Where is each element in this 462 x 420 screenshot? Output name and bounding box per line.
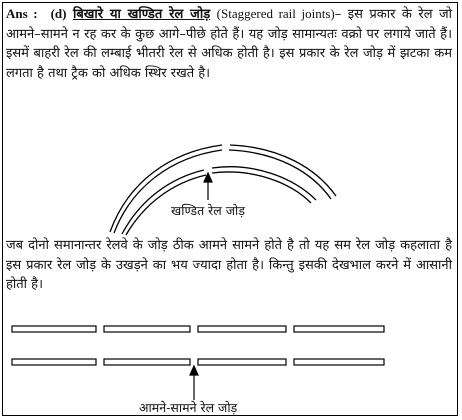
joint-pointer-arrowhead	[204, 173, 212, 182]
top-rail-segment-3	[198, 326, 286, 332]
figure1-caption: खण्डित रेल जोड़	[171, 203, 245, 218]
outer-rail-segment-2	[230, 145, 336, 196]
top-rail-segment-2	[104, 326, 190, 332]
bottom-rail-segment-2	[104, 359, 190, 365]
paragraph-square-joints: जब दोनो समानान्तर रेलवे के जोड़ ठीक आमने सामने होते है तो यह सम रेल जोड़ कहलाता है इस प्रकार रेल जोड़ के उखड़ने का भय ज्यादा होता है। किन्तु इसकी देखभाल करने में आसानी होती है।	[6, 238, 452, 292]
option-label: (d)	[50, 6, 67, 21]
section-heading: बिखारे या खण्डित रेल जोड़	[72, 7, 211, 22]
square-joint-pointer-arrowhead	[190, 366, 198, 375]
section-heading-english: (Staggered rail joints)	[216, 6, 335, 21]
figure2-caption: आमने-सामने रेल जोड़	[139, 400, 238, 415]
answer-label: Ans :	[6, 6, 38, 21]
top-rail-segment-4	[294, 326, 384, 332]
bottom-rail-segment-1	[12, 359, 96, 365]
bottom-rail-segment-4	[294, 359, 384, 365]
inner-rail-segment-2b	[212, 172, 311, 203]
bottom-rail-segment-3	[198, 359, 286, 365]
paragraph1-text: – इस प्रकार के रेल जो आमने–सामने न रह कर के कुछ आगे–पीछे होते हैं। यह जोड़ सामान्यतः वक्रो पर लगाये जाते हैं। इसमें बाहरी रेल की लम्बाई भीतरी रेल से अधिक होती है। इस प्रकार के रेल जोड़ में झटका कम लगता है तथा ट्रैक को अधिक स्थिर रखते है।	[6, 7, 453, 81]
top-rail-segment-1	[12, 326, 96, 332]
